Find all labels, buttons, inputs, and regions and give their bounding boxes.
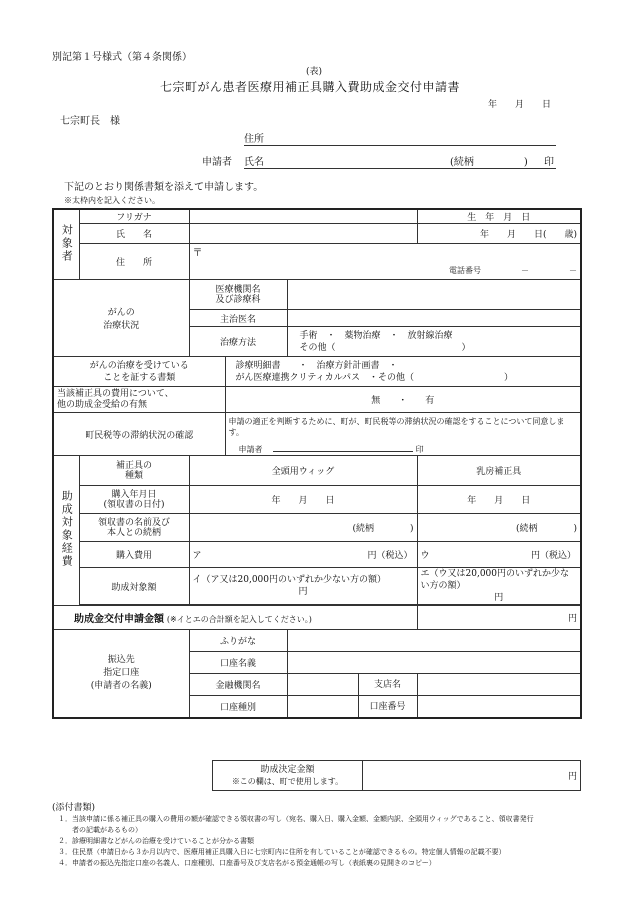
device-type-breast: 乳房補正具 xyxy=(417,456,581,486)
target-wig-text: イ（ア又は20,000円のいずれか少ない方の額） xyxy=(192,575,386,585)
postal-mark: 〒 xyxy=(192,248,203,259)
total-label: 助成金交付申請金額 xyxy=(74,614,164,625)
other-aid-choice[interactable]: 無 ・ 有 xyxy=(225,387,581,413)
attachment-item: １．当該申請に係る補正具の購入の費用の額が確認できる領収書の写し（宛名、購入日、購入金額、金額内訳、全頭用ウィッグであること、領収書発行 xyxy=(58,815,534,823)
tax-seal: 印 xyxy=(415,445,424,454)
decision-note: ※この欄は、町で使用します。 xyxy=(231,776,344,786)
tax-applicant-label: 申請者 xyxy=(238,445,263,454)
addressee: 七宗町長 様 xyxy=(60,116,120,127)
decision-table xyxy=(212,760,581,791)
bank-name-input[interactable] xyxy=(287,674,417,696)
method-other: その他（ ） xyxy=(299,342,471,353)
cost-wig[interactable] xyxy=(189,542,417,568)
institution-input[interactable] xyxy=(287,280,581,310)
purchase-date-wig[interactable]: 年 月 日 xyxy=(189,486,417,514)
receipt-name-breast[interactable]: (続柄 ) xyxy=(417,514,581,542)
relation-field: (続柄 ) xyxy=(450,157,528,168)
account-holder-label: 口座名義 xyxy=(189,652,287,674)
name-label: 氏名 xyxy=(244,157,264,168)
receipt-name-wig[interactable]: (続柄 ) xyxy=(189,514,417,542)
cost-wig-unit: 円（税込） xyxy=(367,551,413,561)
side-label: (表) xyxy=(306,67,323,77)
subject-address-input[interactable] xyxy=(189,244,581,280)
intro-text: 下記のとおり関係書類を添えて申請します。 xyxy=(64,182,264,193)
target-breast-text: エ（ウ又は20,000円のいずれか少ない方の額） xyxy=(420,569,570,591)
bank-furigana-input[interactable] xyxy=(287,630,581,652)
total-label-cell xyxy=(53,606,417,630)
applicant-label: 申請者 xyxy=(202,157,232,168)
proof-line-2: がん医療連携クリティカルパス ・その他（ ） xyxy=(235,372,513,383)
tax-applicant-line xyxy=(239,444,578,455)
name-line[interactable] xyxy=(244,153,556,169)
furigana-input[interactable] xyxy=(189,209,417,224)
account-type-input[interactable] xyxy=(287,696,417,718)
device-type-wig: 全頭用ウィッグ xyxy=(189,456,417,486)
receipt-name-label: 領収書の名前及び 本人との続柄 xyxy=(79,514,189,542)
total-note: (※イとエの合計額を記入してください。) xyxy=(166,615,312,624)
bank-heading: 振込先 指定口座 (申請者の名義) xyxy=(53,630,189,718)
target-wig-yen: 円 xyxy=(298,587,308,597)
cost-breast-unit: 円（税込） xyxy=(531,551,577,561)
bank-furigana-label: ふりがな xyxy=(189,630,287,652)
purchase-date-breast[interactable]: 年 月 日 xyxy=(417,486,581,514)
subject-address-label: 住 所 xyxy=(79,244,189,280)
attachment-item: ４．申請者の振込先指定口座の名義人、口座種別、口座番号及び支店名がる預金通帳の写し（表紙裏の見開きのコピー） xyxy=(58,859,436,867)
decision-label-cell xyxy=(213,761,363,791)
tax-consent-text: 申請の適正を判断するために、町が、町民税等の滞納状況の確認をすることについて同意します。 xyxy=(228,417,565,437)
branch-input[interactable] xyxy=(417,674,581,696)
expense-heading: 助成対象経費 xyxy=(53,456,79,606)
bank-name-label: 金融機関名 xyxy=(189,674,287,696)
account-number-input[interactable] xyxy=(417,696,581,718)
name-input[interactable] xyxy=(189,224,417,244)
branch-label: 支店名 xyxy=(358,674,417,695)
cost-label: 購入費用 xyxy=(79,542,189,568)
attachment-item: ３．住民票（申請日から３か月以内で、医療用補正具購入日に七宗町内に住所を有していることが確認できるもの。特定個人情報の記載不要） xyxy=(58,848,506,856)
name-cell-label: 氏 名 xyxy=(79,224,189,244)
account-holder-input[interactable] xyxy=(287,652,581,674)
birthdate-label: 生 年 月 日 xyxy=(417,209,581,224)
address-line[interactable] xyxy=(244,130,556,146)
device-type-label: 補正具の 種類 xyxy=(79,456,189,486)
target-breast[interactable] xyxy=(417,568,581,605)
cost-breast-letter: ウ xyxy=(420,551,430,561)
proof-line-1: 診療明細書 ・ 治療方針計画書 ・ xyxy=(235,360,398,371)
seal-mark: 印 xyxy=(544,157,554,168)
cost-breast[interactable] xyxy=(417,542,581,568)
decision-label: 助成決定金額 xyxy=(260,764,315,775)
doctor-label: 主治医名 xyxy=(189,310,287,327)
target-wig[interactable] xyxy=(189,568,417,605)
birthdate-input[interactable]: 年 月 日( 歳) xyxy=(417,224,581,244)
form-date: 年 月 日 xyxy=(488,100,552,110)
decision-amount: 円 xyxy=(363,761,581,791)
tax-consent[interactable] xyxy=(225,413,581,456)
attachment-item: ２．診療明細書などがんの治療を受けていることが分かる書類 xyxy=(58,837,254,845)
target-amount-label: 助成対象額 xyxy=(79,568,189,605)
attachments-list xyxy=(58,814,534,869)
method-options[interactable] xyxy=(287,327,581,357)
target-breast-yen: 円 xyxy=(494,593,504,603)
application-table xyxy=(52,208,582,719)
form-number: 別記第１号様式（第４条関係） xyxy=(52,52,192,63)
account-type-label: 口座種別 xyxy=(189,696,287,718)
institution-label: 医療機関名 及び診療科 xyxy=(189,280,287,310)
treatment-heading: がんの 治療状況 xyxy=(53,280,189,357)
address-label: 住所 xyxy=(244,134,264,145)
bold-frame-note: ※太枠内を記入ください。 xyxy=(64,196,160,205)
method-label: 治療方法 xyxy=(189,327,287,357)
method-option-list: 手術 ・ 薬物治療 ・ 放射線治療 xyxy=(299,330,453,341)
purchase-date-label: 購入年月日 (領収書の日付) xyxy=(79,486,189,514)
doctor-input[interactable] xyxy=(287,310,581,327)
cost-wig-letter: ア xyxy=(192,551,202,561)
subject-heading: 対象者 xyxy=(53,209,79,280)
furigana-label: フリガナ xyxy=(79,209,189,224)
attachment-item: 者の記載があるもの） xyxy=(58,826,142,834)
tax-check-label: 町民税等の滞納状況の確認 xyxy=(53,413,225,456)
attachments-heading: (添付書類) xyxy=(52,803,96,813)
proof-doc-options[interactable] xyxy=(225,357,581,387)
proof-doc-label: がんの治療を受けている ことを証する書類 xyxy=(53,357,225,387)
total-amount-input[interactable]: 円 xyxy=(417,606,581,630)
phone-number-label: 電話番号 － － xyxy=(449,266,578,275)
other-aid-label: 当該補正具の費用について、 他の助成金受給の有無 xyxy=(53,387,225,413)
account-number-label: 口座番号 xyxy=(358,696,417,717)
form-title: 七宗町がん患者医療用補正具購入費助成金交付申請書 xyxy=(160,80,461,94)
